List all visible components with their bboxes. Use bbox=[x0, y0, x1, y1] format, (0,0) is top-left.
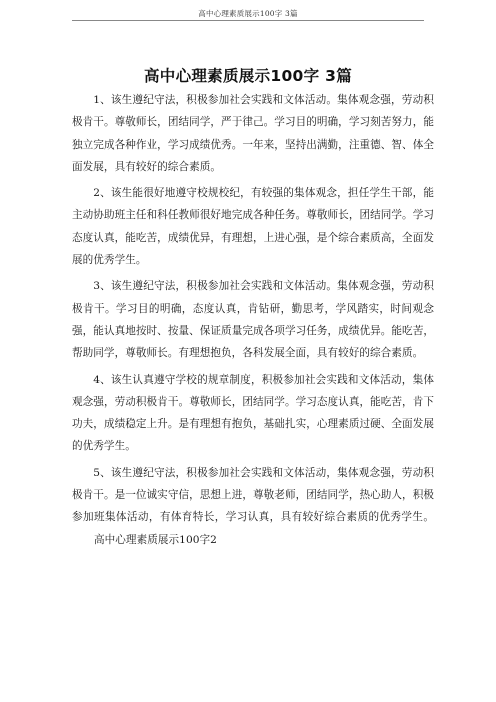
paragraph-3: 3、该生遵纪守法，积极参加社会实践和文体活动。集体观念强，劳动积极肯干。学习目的明确，态度认真，肯钻研，勤思考，学风踏实，时间观念强，能认真地按时、按量、保证质量完成各项学习任务，成绩优异。能吃苦，帮助同学，尊敬师长。有理想抱负，各科发展全面，具有较好的综合素质。 bbox=[72, 280, 434, 360]
paragraph-4: 4、该生认真遵守学校的规章制度，积极参加社会实践和文体活动，集体观念强，劳动积极肯干。尊敬师长，团结同学。学习态度认真，能吃苦，肯下功夫，成绩稳定上升。是有理想有抱负，基础扎实，心理素质过硬、全面发展的优秀学生。 bbox=[72, 373, 434, 453]
paragraph-5 bbox=[72, 462, 434, 551]
paragraph-1: 1、该生遵纪守法，积极参加社会实践和文体活动。集体观念强，劳动积极肯干。尊敬师长，团结同学，严于律己。学习目的明确，学习刻苦努力，能独立完成各种作业，学习成绩优秀。一年来，坚持出满勤，注重德、智、体全面发展，具有较好的综合素质。 bbox=[72, 94, 434, 173]
paragraph-2: 2、该生能很好地遵守校规校纪，有较强的集体观念，担任学生干部，能主动协助班主任和科任教师很好地完成各种任务。尊敬师长，团结同学。学习态度认真，能吃苦，成绩优异，有理想，上进心强，是个综合素质高，全面发展的优秀学生。 bbox=[72, 187, 434, 267]
page-header: 高中心理素质展示100字 3篇 bbox=[198, 9, 298, 18]
document-body bbox=[72, 89, 434, 555]
next-section-title: 高中心理素质展示100字2 bbox=[94, 533, 217, 546]
header-divider bbox=[72, 20, 424, 21]
document-title: 高中心理素质展示100字 3篇 bbox=[143, 67, 353, 85]
paragraph-5-text: 5、该生遵纪守法，积极参加社会实践和文体活动，集体观念强，劳动积极肯干。是一位诚实守信，思想上进，尊敬老师，团结同学，热心助人，积极参加班集体活动，有体育特长，学习认真，具有较好综合素质的优秀学生。 bbox=[72, 466, 434, 524]
